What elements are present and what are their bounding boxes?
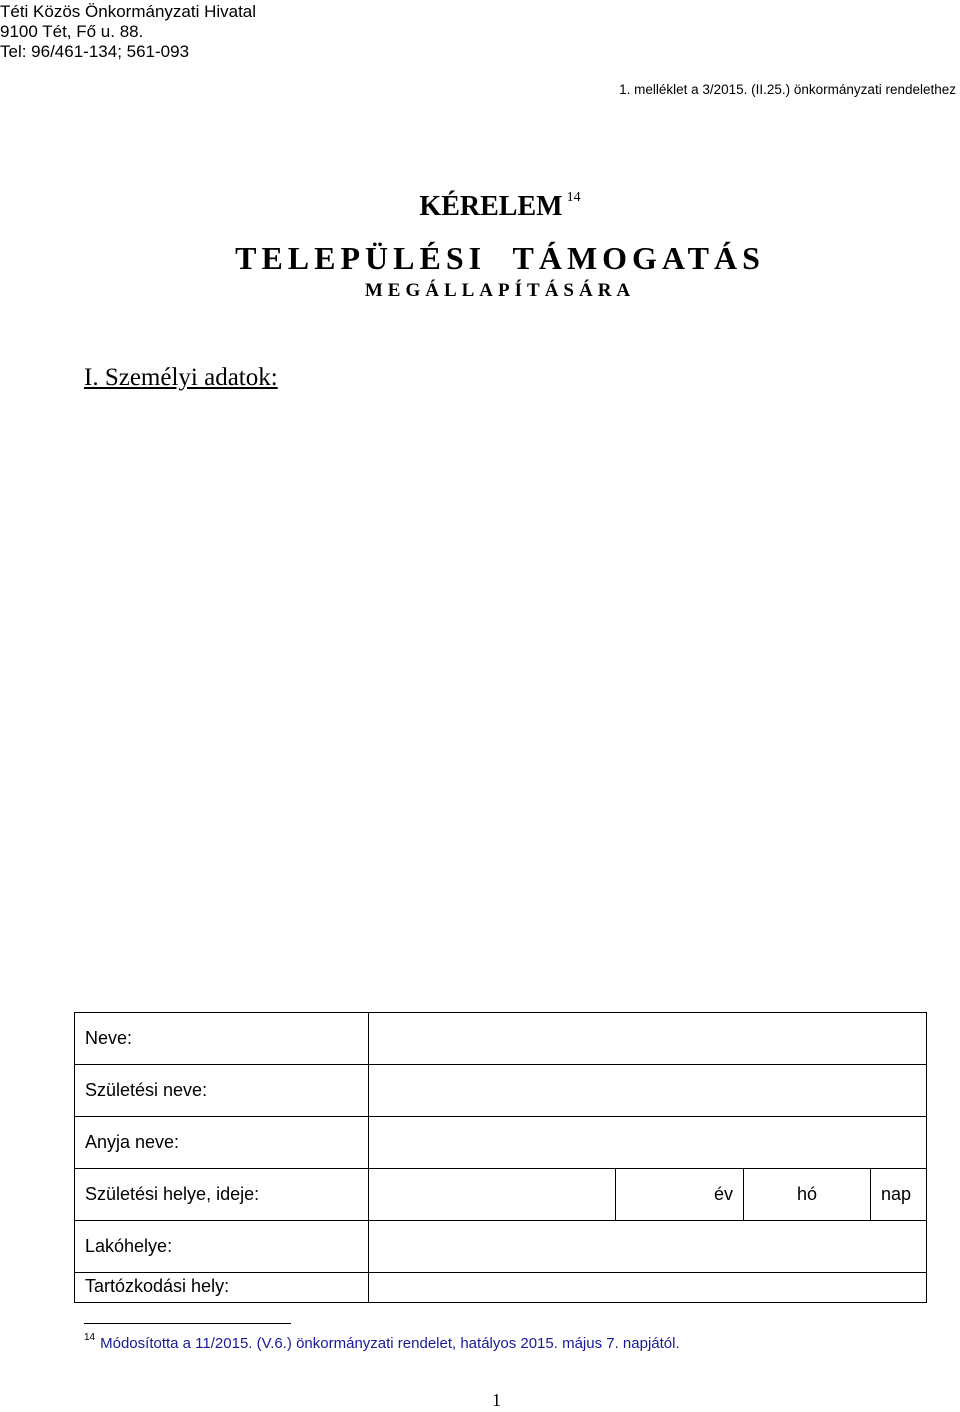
stay-field[interactable] [369,1273,927,1303]
document-subtitle-1: TELEPÜLÉSI TÁMOGATÁS [235,240,765,276]
birth-place-field[interactable] [379,1169,616,1220]
footnote-text[interactable]: Módosította a 11/2015. (V.6.) önkormányzati rendelet, hatályos 2015. május 7. napjától. [100,1335,680,1352]
office-name: Téti Közös Önkormányzati Hivatal [0,2,257,21]
birth-date-subtable [379,1169,916,1220]
birth-name-label: Születési neve: [75,1065,369,1117]
birth-day-field[interactable] [871,1169,917,1220]
footnote-divider [84,1323,291,1324]
office-phone: Tel: 96/461-134; 561-093 [0,42,190,61]
office-address: 9100 Tét, Fő u. 88. [0,22,144,41]
form-row-residence [75,1221,927,1273]
year-label: év [713,1184,733,1204]
mother-name-label: Anyja neve: [75,1117,369,1169]
form-row-stay [75,1273,927,1303]
document-title [0,190,960,223]
day-label: nap [881,1184,912,1204]
mother-name-field[interactable] [369,1117,927,1169]
page-number: 1 [492,1390,501,1410]
stay-label: Tartózkodási hely: [75,1273,369,1303]
birth-month-field[interactable] [744,1169,871,1220]
birth-name-field[interactable] [369,1065,927,1117]
form-row-birth-place-date [75,1169,927,1221]
birth-place-date-label: Születési helye, ideje: [75,1169,369,1221]
title-footnote-ref[interactable]: 14 [566,190,581,205]
annex-reference: 1. melléklet a 3/2015. (II.25.) önkormányzati rendelethez [619,82,956,97]
name-field[interactable] [369,1013,927,1065]
residence-label: Lakóhelye: [75,1221,369,1273]
footnote-ref: 14 [84,1332,96,1343]
birth-year-field[interactable] [616,1169,744,1220]
document-title-text: KÉRELEM [419,191,563,222]
footnote [84,1332,680,1352]
month-label: hó [796,1184,818,1204]
form-row-name [75,1013,927,1065]
name-label: Neve: [75,1013,369,1065]
residence-field[interactable] [369,1221,927,1273]
form-row-mother-name [75,1117,927,1169]
form-row-birth-name [75,1065,927,1117]
personal-data-form [74,1012,927,1303]
section-heading-personal-data: I. Személyi adatok: [84,364,278,391]
document-subtitle-2: MEGÁLLAPÍTÁSÁRA [364,280,636,301]
birth-place-date-cell [369,1169,927,1221]
